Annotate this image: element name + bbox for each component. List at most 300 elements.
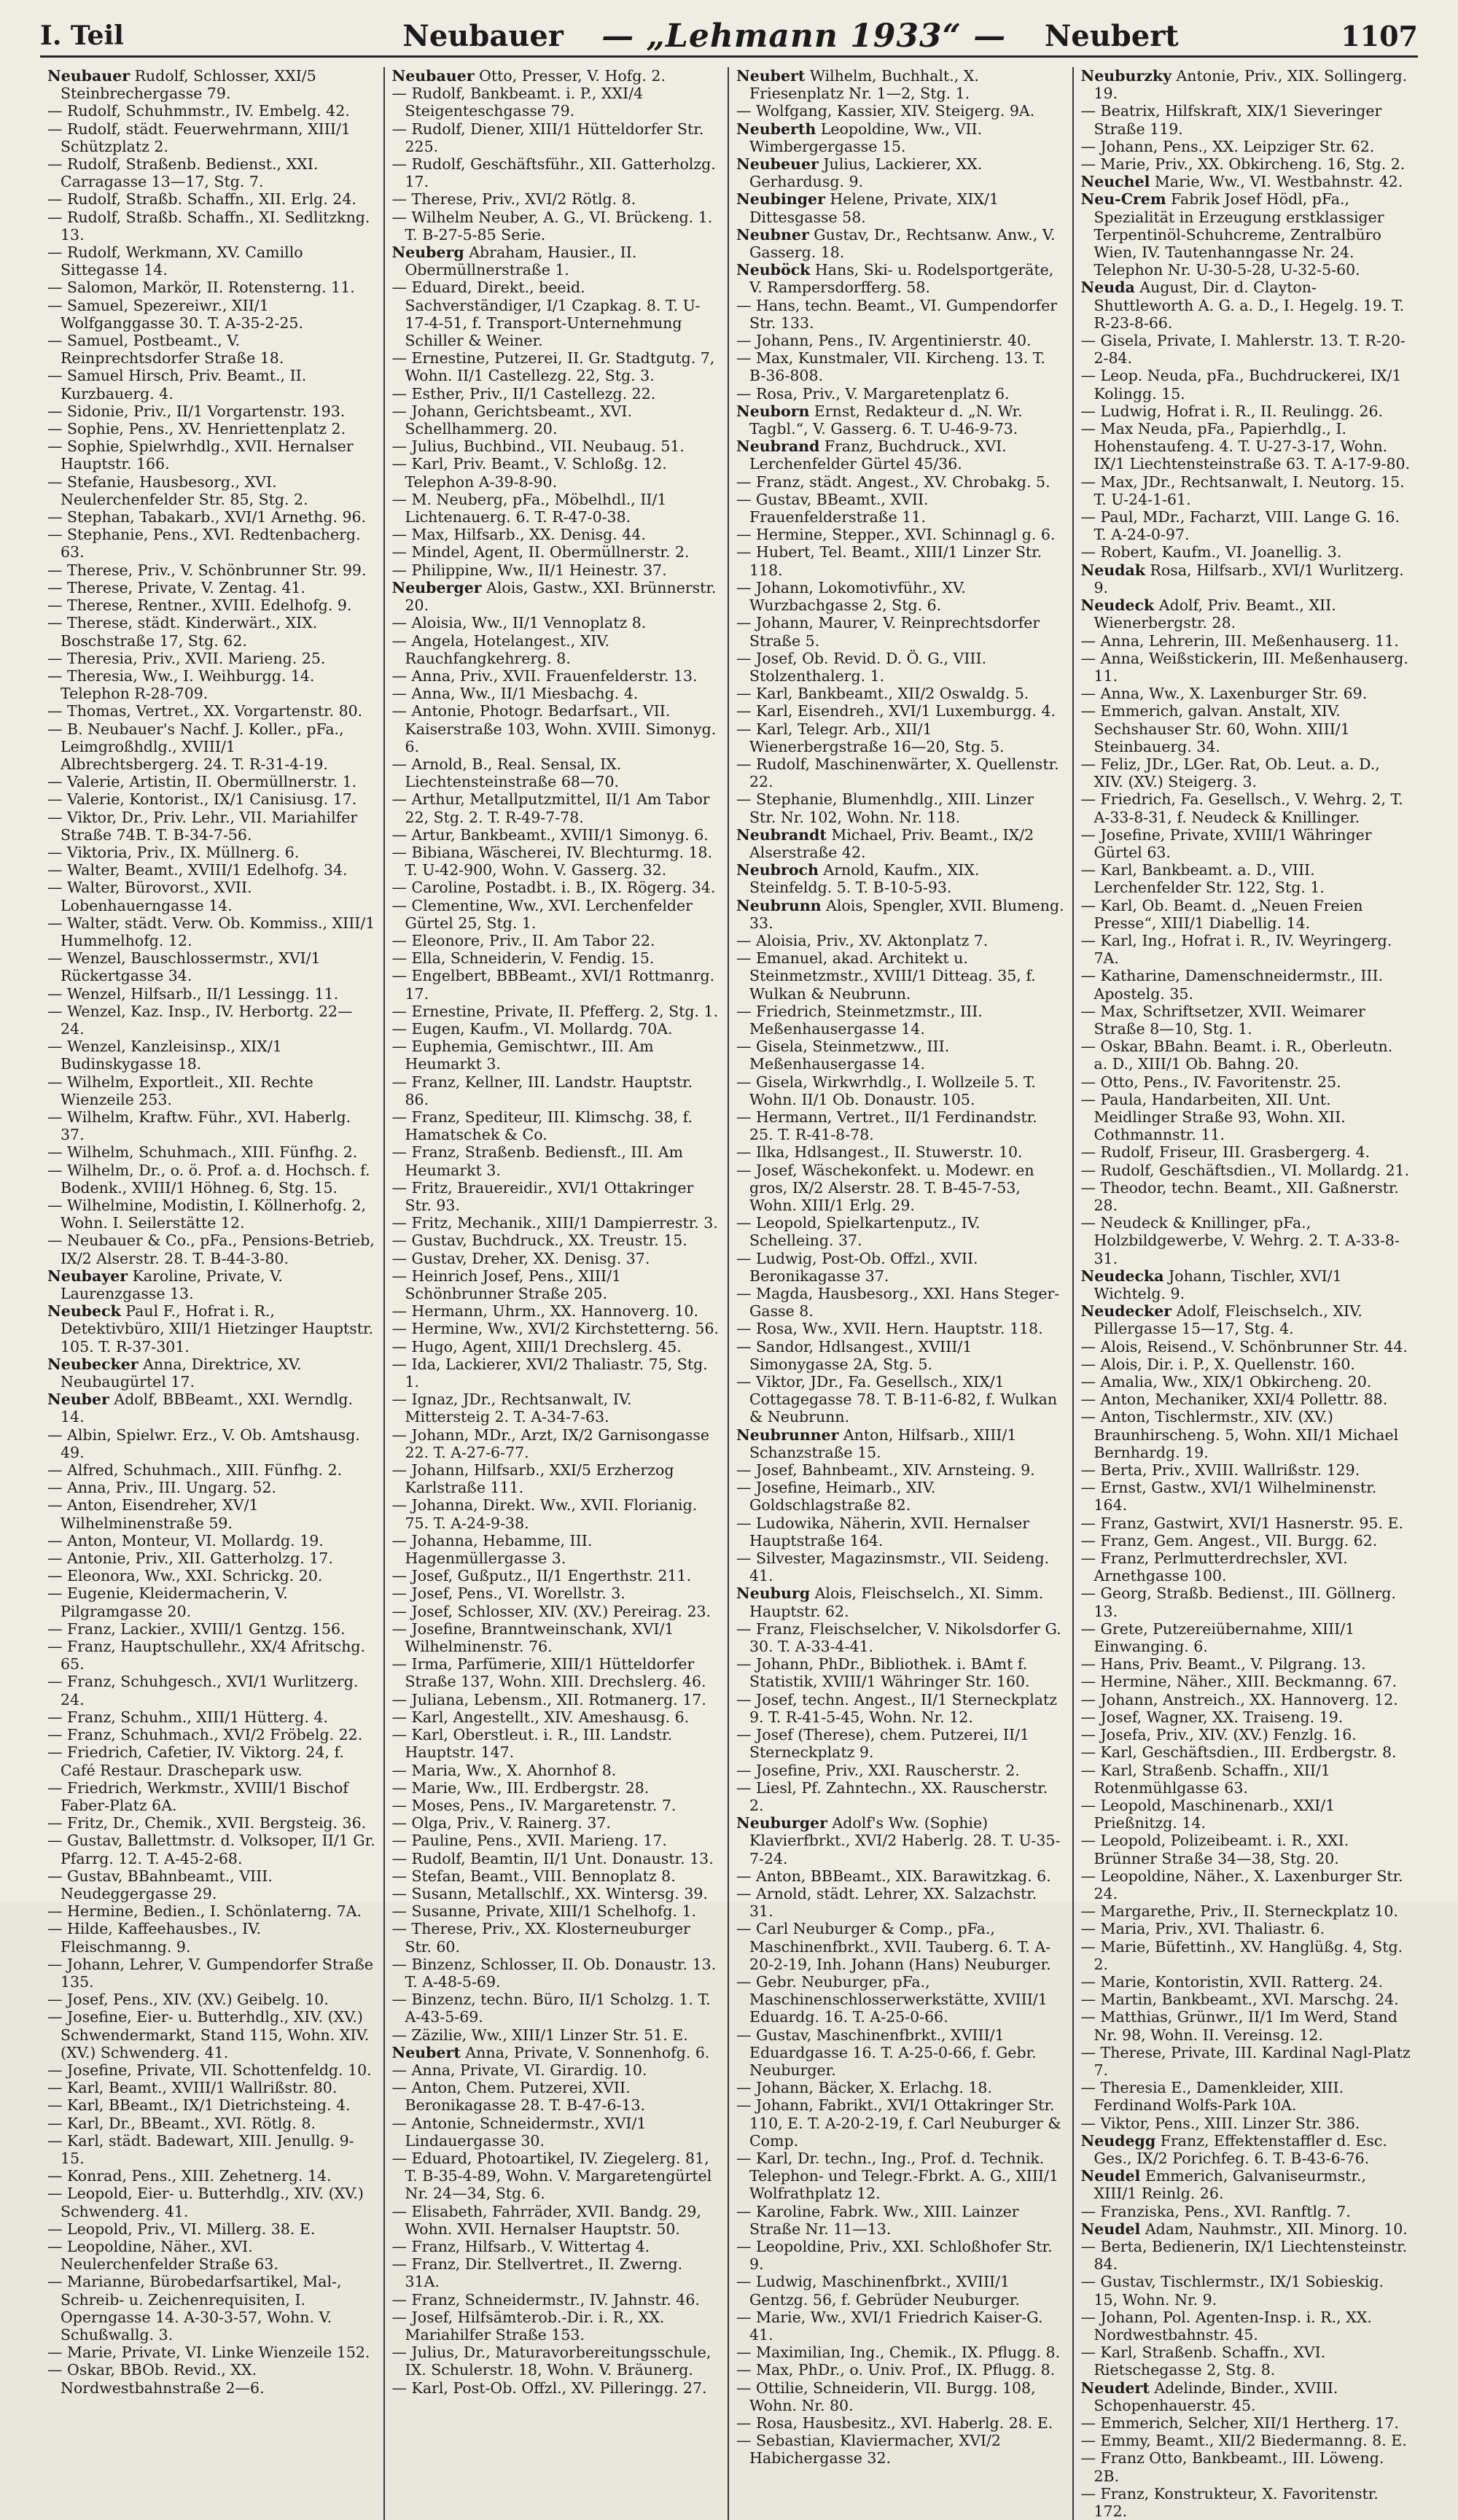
directory-entry: — Max, Kunstmaler, VII. Kircheng. 13. T. B-36-808. xyxy=(736,349,1045,385)
directory-entry: — Gustav, Ballettmstr. d. Volksoper, II/1 Gr. Pfarrg. 12. T. A-45-2-68. xyxy=(47,1832,375,1867)
directory-entry: — Rudolf, Straßb. Schaffn., XII. Erlg. 24. xyxy=(47,190,356,209)
directory-entry: — Leopoldine, Näher., XVI. Neulerchenfelder Straße 63. xyxy=(47,2237,278,2274)
directory-entry: — Anton, BBBeamt., XIX. Barawitzkag. 6. xyxy=(736,1867,1051,1885)
directory-entry: — Rosa, Priv., V. Margaretenplatz 6. xyxy=(736,384,1010,402)
directory-entry: — Rudolf, Geschäftsführ., XII. Gatterholzg. 17. xyxy=(391,155,716,191)
directory-entry: — Rudolf, Maschinenwärter, X. Quellenstr. 22. xyxy=(736,755,1059,791)
directory-entry: — Karl, BBeamt., IX/1 Dietrichsteing. 4. xyxy=(47,2096,351,2115)
directory-entry: — Viktoria, Priv., IX. Müllnerg. 6. xyxy=(47,843,300,861)
directory-entry: — Matthias, Grünwr., II/1 Im Werd, Stand Nr. 98, Wohn. II. Vereinsg. 12. xyxy=(1080,2008,1397,2044)
directory-entry: — Emmerich, Selcher, XII/1 Hertherg. 17. xyxy=(1080,2414,1399,2432)
directory-entry: — Silvester, Magazinsmstr., VII. Seideng. 41. xyxy=(736,1549,1050,1585)
directory-entry: — Karl, Eisendreh., XVI/1 Luxemburgg. 4. xyxy=(736,702,1056,720)
directory-entry: — Johann, Gerichtsbeamt., XVI. Schellhammerg. 20. xyxy=(391,402,632,438)
directory-entry: — Rudolf, Schuhmmstr., IV. Embelg. 42. xyxy=(47,102,350,120)
page-number: 1107 xyxy=(1341,19,1418,52)
directory-entry: — Karl, Geschäftsdien., III. Erdbergstr. 8. xyxy=(1080,1743,1397,1762)
directory-entry: — Franz Otto, Bankbeamt., III. Löweng. 2B. xyxy=(1080,2449,1384,2485)
directory-entry: — Ida, Lackierer, XVI/2 Thaliastr. 75, Stg. 1. xyxy=(391,1355,708,1391)
directory-entry: — Walter, Beamt., XVIII/1 Edelhofg. 34. xyxy=(47,861,348,879)
directory-entry: — Hermann, Uhrm., XX. Hannoverg. 10. xyxy=(391,1302,699,1321)
directory-entry: — Caroline, Postadbt. i. B., IX. Rögerg. 34. xyxy=(391,879,716,897)
directory-entry: — Anna, Ww., II/1 Miesbachg. 4. xyxy=(391,685,639,703)
directory-entry: — Theresia, Priv., XVII. Marieng. 25. xyxy=(47,649,326,667)
directory-entry: — Clementine, Ww., XVI. Lerchenfelder Gürtel 25, Stg. 1. xyxy=(391,896,693,932)
directory-entry: — Stefanie, Hausbesorg., XVI. Neulerchenfelder Str. 85, Stg. 2. xyxy=(47,472,308,508)
directory-entry: Neuchel Marie, Ww., VI. Westbahnstr. 42. xyxy=(1080,173,1403,191)
directory-entry: — Philippine, Ww., II/1 Heinestr. 37. xyxy=(391,561,667,579)
directory-entry: — Johann, Pol. Agenten-Insp. i. R., XX. Nordwestbahnstr. 45. xyxy=(1080,2308,1372,2344)
directory-entry: — Wenzel, Kanzleisinsp., XIX/1 Budinskygasse 18. xyxy=(47,1038,282,1073)
directory-entry: Neudegg Franz, Effektenstaffler d. Esc. Ges., IX/2 Porichfeg. 6. T. B-43-6-76. xyxy=(1080,2131,1387,2167)
directory-entry: — Angela, Hotelangest., XIV. Rauchfangkehrerg. 8. xyxy=(391,631,610,667)
directory-entry: — Karl, städt. Badewart, XIII. Jenullg. 9-15. xyxy=(47,2131,354,2167)
directory-entry: Neubecker Anna, Direktrice, XV. Neubaugürtel 17. xyxy=(47,1355,302,1391)
directory-entry: — Alois, Dir. i. P., X. Quellenstr. 160. xyxy=(1080,1355,1355,1373)
directory-entry: — Carl Neuburger & Comp., pFa., Maschinenfbrkt., XVII. Tauberg. 6. T. A-20-2-19, Inh. Johann (Hans) Neuburger. xyxy=(736,1920,1051,1973)
directory-entry: — Susann, Metallschlf., XX. Wintersg. 39. xyxy=(391,1884,708,1902)
directory-entry: — Leopold, Maschinenarb., XXI/1 Prießnitzg. 14. xyxy=(1080,1796,1336,1832)
directory-entry: — Walter, Bürovorst., XVII. Lobenhauerngasse 14. xyxy=(47,879,252,914)
directory-entry: — Hermann, Vertret., II/1 Ferdinandstr. 25. T. R-41-8-78. xyxy=(736,1108,1037,1144)
directory-entry: — Zäzilie, Ww., XIII/1 Linzer Str. 51. E. xyxy=(391,2026,688,2044)
directory-entry: — Stephan, Tabakarb., XVI/1 Arnethg. 96. xyxy=(47,508,367,526)
directory-entry: Neuborn Ernst, Redakteur d. „N. Wr. Tagbl.“, V. Gasserg. 6. T. U-46-9-73. xyxy=(736,402,1023,438)
directory-entry: — Karl, Beamt., XVIII/1 Wallrißstr. 80. xyxy=(47,2079,338,2097)
directory-entry: — Karl, Bankbeamt. a. D., VIII. Lerchenfelder Str. 122, Stg. 1. xyxy=(1080,861,1325,897)
directory-entry: — Franz, Schuhm., XIII/1 Hütterg. 4. xyxy=(47,1708,328,1726)
directory-entry: — Eugenie, Kleidermacherin, V. Pilgramgasse 20. xyxy=(47,1584,288,1620)
directory-entry: — Karl, Straßenb. Schaffn., XVI. Rietschegasse 2, Stg. 8. xyxy=(1080,2344,1326,2379)
directory-entry: — Karl, Oberstleut. i. R., III. Landstr. Hauptstr. 147. xyxy=(391,1726,673,1762)
directory-entry: — Gisela, Private, I. Mahlerstr. 13. T. R-20-2-84. xyxy=(1080,332,1406,368)
part-label: I. Teil xyxy=(40,20,124,51)
directory-entry: — Friedrich, Werkmstr., XVIII/1 Bischof Faber-Platz 6A. xyxy=(47,1778,348,1814)
directory-entry: — Johann, Pens., XX. Leipziger Str. 62. xyxy=(1080,137,1375,155)
directory-entry: — Karl, Priv. Beamt., V. Schloßg. 12. Telephon A-39-8-90. xyxy=(391,455,667,491)
directory-entry: — Grete, Putzereiübernahme, XIII/1 Einwanging. 6. xyxy=(1080,1619,1355,1656)
directory-entry: — Katharine, Damenschneidermstr., III. Apostelg. 35. xyxy=(1080,967,1384,1003)
directory-entry: Neudecker Adolf, Fleischselch., XIV. Pillergasse 15—17, Stg. 4. xyxy=(1080,1302,1363,1338)
column-3 xyxy=(729,67,1074,2520)
directory-entry: Neubeuer Julius, Lackierer, XX. Gerhardusg. 9. xyxy=(736,155,983,191)
directory-entry: — Thomas, Vertret., XX. Vorgartenstr. 80. xyxy=(47,702,363,720)
directory-entry: Neubrunner Anton, Hilfsarb., XIII/1 Schanzstraße 15. xyxy=(736,1426,1017,1461)
directory-entry: — Anna, Priv., III. Ungarg. 52. xyxy=(47,1479,277,1497)
directory-entry: — Franz, Spediteur, III. Klimschg. 38, f. Hamatschek & Co. xyxy=(391,1108,693,1144)
directory-entry: — Franz, Dir. Stellvertret., II. Zwerng. 31A. xyxy=(391,2255,683,2291)
directory-entry: — Mindel, Agent, II. Obermüllnerstr. 2. xyxy=(391,543,690,561)
directory-entry: — Josef, Gußputz., II/1 Engerthstr. 211. xyxy=(391,1567,692,1585)
directory-entry: — Ludowika, Näherin, XVII. Hernalser Hauptstraße 164. xyxy=(736,1514,1030,1549)
directory-entry: — Johanna, Hebamme, III. Hagenmüllergasse 3. xyxy=(391,1531,593,1568)
directory-entry: — Gustav, Maschinenfbrkt., XVIII/1 Eduardgasse 16. T. A-25-0-66, f. Gebr. Neuburger. xyxy=(736,2026,1037,2079)
directory-entry: — Ernestine, Putzerei, II. Gr. Stadtgutg. 7, Wohn. II/1 Castellezg. 22, Stg. 3. xyxy=(391,349,715,385)
directory-entry: — Antonie, Schneidermstr., XVI/1 Lindauergasse 30. xyxy=(391,2114,647,2150)
directory-entry: — Ludwig, Post-Ob. Offzl., XVII. Beronikagasse 37. xyxy=(736,1249,978,1285)
page-header xyxy=(40,16,1418,58)
directory-entry: — Johann, Fabrikt., XVI/1 Ottakringer Str. 110, E. T. A-20-2-19, f. Carl Neuburger & Comp. xyxy=(736,2096,1061,2150)
directory-entry: Neuböck Hans, Ski- u. Rodelsportgeräte, V. Rampersdorfferg. 58. xyxy=(736,261,1054,297)
directory-entry: — Ernst, Gastw., XVI/1 Wilhelminenstr. 164. xyxy=(1080,1479,1377,1514)
directory-entry: — Rudolf, Diener, XIII/1 Hütteldorfer Str. 225. xyxy=(391,120,704,155)
directory-entry: — Theresia E., Damenkleider, XIII. Ferdinand Wolfs-Park 10A. xyxy=(1080,2079,1344,2115)
directory-entry: — Anna, Private, VI. Girardig. 10. xyxy=(391,2061,647,2079)
directory-entry: Neubauer Rudolf, Schlosser, XXI/5 Steinbrechergasse 79. xyxy=(47,67,316,103)
directory-entry: — Susanne, Private, XIII/1 Schelhofg. 1. xyxy=(391,1902,697,1921)
directory-entry: — Heinrich Josef, Pens., XIII/1 Schönbrunner Straße 205. xyxy=(391,1267,622,1303)
directory-entry: — Karl, Dr., BBeamt., XVI. Rötlg. 8. xyxy=(47,2114,316,2132)
directory-entry: — Wilhelmine, Modistin, I. Köllnerhofg. 2, Wohn. I. Seilerstätte 12. xyxy=(47,1197,366,1232)
directory-entry: — Franz, Schuhmach., XVI/2 Fröbelg. 22. xyxy=(47,1726,363,1744)
directory-entry: — Franz, Hilfsarb., V. Wittertag 4. xyxy=(391,2237,650,2255)
directory-entry: — Rudolf, städt. Feuerwehrmann, XIII/1 Schützplatz 2. xyxy=(47,120,351,155)
directory-entry: — Ignaz, JDr., Rechtsanwalt, IV. Mittersteig 2. T. A-34-7-63. xyxy=(391,1391,632,1426)
directory-entry: — Stefan, Beamt., VIII. Bennoplatz 8. xyxy=(391,1867,676,1885)
directory-entry: — Anton, Chem. Putzerei, XVII. Beronikagasse 28. T. B-47-6-13. xyxy=(391,2079,646,2115)
directory-entry: — Valerie, Artistin, II. Obermüllnerstr. 1. xyxy=(47,773,357,791)
directory-entry: — Margarethe, Priv., II. Sterneckplatz 10. xyxy=(1080,1902,1398,1921)
directory-entry: — Karl, Dr. techn., Ing., Prof. d. Technik. Telephon- und Telegr.-Fbrkt. A. G., XIII/1 Wolfrathplatz 12. xyxy=(736,2149,1059,2203)
directory-entry: — Magda, Hausbesorg., XXI. Hans Steger-Gasse 8. xyxy=(736,1285,1060,1321)
directory-entry: — Fritz, Brauereidir., XVI/1 Ottakringer Str. 93. xyxy=(391,1178,694,1214)
directory-entry: — Karl, Ob. Beamt. d. „Neuen Freien Presse“, XIII/1 Diabellig. 14. xyxy=(1080,896,1363,932)
directory-entry: — Anton, Tischlermstr., XIV. (XV.) Braunhirscheng. 5, Wohn. XII/1 Michael Bernhardg. 19. xyxy=(1080,1408,1399,1461)
directory-entry: Neubauer Otto, Presser, V. Hofg. 2. xyxy=(391,67,666,85)
directory-entry: — Robert, Kaufm., VI. Joanellig. 3. xyxy=(1080,543,1342,561)
directory-entry: — Josef (Therese), chem. Putzerei, II/1 Sterneckplatz 9. xyxy=(736,1726,1030,1762)
directory-entry: — Karl, Angestellt., XIV. Ameshausg. 6. xyxy=(391,1708,690,1726)
directory-entry: — Johann, Anstreich., XX. Hannoverg. 12. xyxy=(1080,1690,1398,1708)
directory-entry: — Leopold, Polizeibeamt. i. R., XXI. Brünner Straße 34—38, Stg. 20. xyxy=(1080,1832,1349,1867)
directory-entry: — Euphemia, Gemischtwr., III. Am Heumarkt 3. xyxy=(391,1038,654,1073)
directory-entry: — Anna, Lehrerin, III. Meßenhauserg. 11. xyxy=(1080,631,1399,650)
directory-entry: — Valerie, Kontorist., IX/1 Canisiusg. 17. xyxy=(47,790,357,809)
directory-entry: — Aloisia, Ww., II/1 Vennoplatz 8. xyxy=(391,614,647,632)
column-2 xyxy=(385,67,730,2520)
directory-entry: — Anna, Priv., XVII. Frauenfelderstr. 13. xyxy=(391,666,698,685)
directory-entry: — Eleonore, Priv., II. Am Tabor 22. xyxy=(391,931,655,949)
directory-entry: Neuberth Leopoldine, Ww., VII. Wimbergergasse 15. xyxy=(736,120,983,155)
directory-entry: — Wolfgang, Kassier, XIV. Steigerg. 9A. xyxy=(736,102,1035,120)
directory-entry: — Rosa, Ww., XVII. Hern. Hauptstr. 118. xyxy=(736,1320,1043,1338)
directory-entry: — Wenzel, Hilfsarb., II/1 Lessingg. 11. xyxy=(47,984,339,1003)
directory-entry: — Maria, Priv., XVI. Thaliastr. 6. xyxy=(1080,1920,1325,1938)
directory-entry: — Juliana, Lebensm., XII. Rotmanerg. 17. xyxy=(391,1690,706,1708)
directory-entry: — Antonie, Photogr. Bedarfsart., VII. Kaiserstraße 103, Wohn. XVIII. Simonyg. 6. xyxy=(391,702,717,755)
directory-entry: — Hilde, Kaffeehausbes., IV. Fleischmanng. 9. xyxy=(47,1920,261,1956)
directory-entry: — M. Neuberg, pFa., Möbelhdl., II/1 Lichtenauerg. 6. T. R-47-0-38. xyxy=(391,490,667,526)
directory-entry: — Wilhelm, Dr., o. ö. Prof. a. d. Hochsch. f. Bodenk., XVIII/1 Höhneg. 6, Stg. 15. xyxy=(47,1161,370,1197)
directory-entry: — Hans, techn. Beamt., VI. Gumpendorfer Str. 133. xyxy=(736,296,1057,332)
directory-entry: — Maria, Ww., X. Ahornhof 8. xyxy=(391,1761,617,1779)
directory-entry: — Josefine, Private, XVIII/1 Währinger Gürtel 63. xyxy=(1080,825,1372,861)
directory-entry: Neu-Crem Fabrik Josef Hödl, pFa., Spezialität in Erzeugung erstklassiger Terpentinöl-Schuhcreme, Zentralbüro Wien, IV. Tautenhanngasse Nr. 24. Telephon Nr. U-30-5-28, U-32-5-60. xyxy=(1080,190,1384,279)
directory-entry: Neubrandt Michael, Priv. Beamt., IX/2 Alserstraße 42. xyxy=(736,825,1034,861)
directory-entry: — Binzenz, techn. Büro, II/1 Scholzg. 1. T. A-43-5-69. xyxy=(391,1991,711,2026)
directory-entry: — Ella, Schneiderin, V. Fendig. 15. xyxy=(391,949,655,968)
directory-entry: — Max, PhDr., o. Univ. Prof., IX. Pflugg. 8. xyxy=(736,2361,1056,2379)
directory-entry: — Franz, Lackier., XVIII/1 Gentzg. 156. xyxy=(47,1619,346,1638)
directory-entry: — Franz, städt. Angest., XV. Chrobakg. 5. xyxy=(736,472,1050,491)
directory-entry: — Josef, techn. Angest., II/1 Sterneckplatz 9. T. R-41-5-45, Wohn. Nr. 12. xyxy=(736,1690,1058,1726)
directory-entry: Neudel Emmerich, Galvaniseurmstr., XIII/1 Reinlg. 26. xyxy=(1080,2167,1367,2203)
directory-entry: — Emmy, Beamt., XII/2 Biedermanng. 8. E. xyxy=(1080,2432,1407,2450)
directory-entry: — Therese, städt. Kinderwärt., XIX. Boschstraße 17, Stg. 62. xyxy=(47,614,318,650)
directory-columns xyxy=(40,67,1418,2520)
directory-entry: — Karl, Telegr. Arb., XII/1 Wienerbergstraße 16—20, Stg. 5. xyxy=(736,720,1005,755)
directory-entry: — Martin, Bankbeamt., XVI. Marschg. 24. xyxy=(1080,1991,1399,2009)
directory-entry: — Julius, Buchbind., VII. Neubaug. 51. xyxy=(391,438,685,456)
directory-entry: — Neudeck & Knillinger, pFa., Holzbildgewerbe, V. Wehrg. 2. T. A-33-8-31. xyxy=(1080,1214,1400,1267)
directory-entry: — Leopold, Spielkartenputz., IV. Schelleing. 37. xyxy=(736,1214,981,1250)
directory-entry: Neudert Adelinde, Binder., XVIII. Schopenhauerstr. 45. xyxy=(1080,2379,1338,2414)
directory-entry: — Sebastian, Klaviermacher, XVI/2 Habichergasse 32. xyxy=(736,2432,1001,2468)
directory-entry: — Johanna, Direkt. Ww., XVII. Florianig. 75. T. A-24-9-38. xyxy=(391,1496,698,1532)
directory-entry: — Josef, Pens., XIV. (XV.) Geibelg. 10. xyxy=(47,1991,329,2009)
directory-entry: — Ilka, Hdlsangest., II. Stuwerstr. 10. xyxy=(736,1143,1023,1162)
directory-entry: — Anton, Monteur, VI. Mollardg. 19. xyxy=(47,1531,324,1549)
directory-entry: — Franz, Konstrukteur, X. Favoritenstr. 172. xyxy=(1080,2484,1379,2520)
directory-entry: — Walter, städt. Verw. Ob. Kommiss., XIII/1 Hummelhofg. 12. xyxy=(47,914,375,949)
directory-entry: — Johann, Pens., IV. Argentinierstr. 40. xyxy=(736,332,1032,350)
directory-entry: — Franz, Schuhgesch., XVI/1 Wurlitzerg. 24. xyxy=(47,1673,359,1708)
directory-entry: — Hermine, Bedien., I. Schönlaterng. 7A. xyxy=(47,1902,362,1921)
directory-entry: — Paul, MDr., Facharzt, VIII. Lange G. 16. T. A-24-0-97. xyxy=(1080,508,1400,544)
directory-entry: — Berta, Bedienerin, IX/1 Liechtensteinstr. 84. xyxy=(1080,2237,1408,2274)
directory-entry: — Moses, Pens., IV. Margaretenstr. 7. xyxy=(391,1796,677,1814)
directory-entry: — Eduard, Photoartikel, IV. Ziegelerg. 81, T. B-35-4-89, Wohn. V. Margaretengürtel Nr. 24—34, Stg. 6. xyxy=(391,2149,712,2203)
directory-entry: — Josef, Schlosser, XIV. (XV.) Pereirag. 23. xyxy=(391,1602,712,1620)
directory-entry: — Paula, Handarbeiten, XII. Unt. Meidlinger Straße 93, Wohn. XII. Cothmannstr. 11. xyxy=(1080,1090,1346,1144)
directory-entry: — Elisabeth, Fahrräder, XVII. Bandg. 29, Wohn. XVII. Hernalser Hauptstr. 50. xyxy=(391,2202,701,2238)
directory-entry: — Emmerich, galvan. Anstalt, XIV. Sechshauser Str. 60, Wohn. XIII/1 Steinbauerg. 34. xyxy=(1080,702,1350,755)
directory-entry: — B. Neubauer's Nachf. J. Koller., pFa., Leimgroßhdlg., XVIII/1 Albrechtsbergerg. 24. T. R-31-4-19. xyxy=(47,720,344,773)
directory-entry: — Josefine, Branntweinschank, XVI/1 Wilhelminenstr. 76. xyxy=(391,1619,674,1656)
directory-entry: Neubrand Franz, Buchdruck., XVI. Lerchenfelder Gürtel 45/36. xyxy=(736,438,1007,473)
directory-entry: — Anton, Eisendreher, XV/1 Wilhelminenstraße 59. xyxy=(47,1496,259,1532)
directory-entry: Neuberger Alois, Gastw., XXI. Brünnerstr. 20. xyxy=(391,578,717,615)
directory-entry: — Gustav, Tischlermstr., IX/1 Sobieskig. 15, Wohn. Nr. 9. xyxy=(1080,2273,1384,2309)
directory-entry: Neubert Wilhelm, Buchhalt., X. Friesenplatz Nr. 1—2, Stg. 1. xyxy=(736,67,979,103)
directory-entry: — Franz, Fleischselcher, V. Nikolsdorfer G. 30. T. A-33-4-41. xyxy=(736,1619,1061,1656)
directory-entry: Neudeck Adolf, Priv. Beamt., XII. Wienerbergstr. 28. xyxy=(1080,596,1336,632)
directory-entry: — Wilhelm, Schuhmach., XIII. Fünfhg. 2. xyxy=(47,1143,358,1162)
directory-entry: — Leop. Neuda, pFa., Buchdruckerei, IX/1 Kolingg. 15. xyxy=(1080,367,1402,402)
directory-entry: — Josefine, Eier- u. Butterhdlg., XIV. (XV.) Schwendermarkt, Stand 115, Wohn. XIV. (XV.) Schwenderg. 41. xyxy=(47,2008,370,2061)
directory-entry: — Leopoldine, Priv., XXI. Schloßhofer Str. 9. xyxy=(736,2237,1053,2274)
directory-entry: — Hermine, Ww., XVI/2 Kirchstetterng. 56. xyxy=(391,1320,719,1338)
directory-entry: — Johann, Lehrer, V. Gumpendorfer Straße 135. xyxy=(47,1955,374,1991)
directory-entry: — Gustav, BBahnbeamt., VIII. Neudeggergasse 29. xyxy=(47,1867,273,1902)
directory-entry: — Antonie, Priv., XII. Gatterholzg. 17. xyxy=(47,1549,333,1568)
directory-entry: — Alois, Reisend., V. Schönbrunner Str. 44. xyxy=(1080,1337,1408,1356)
directory-entry: — Gustav, Buchdruck., XX. Treustr. 15. xyxy=(391,1232,687,1250)
directory-entry: Neubinger Helene, Private, XIX/1 Dittesgasse 58. xyxy=(736,190,999,226)
column-4 xyxy=(1074,67,1419,2520)
directory-entry: — Max, Hilfsarb., XX. Denisg. 44. xyxy=(391,526,646,544)
directory-entry: — Rosa, Hausbesitz., XVI. Haberlg. 28. E. xyxy=(736,2414,1053,2432)
directory-entry: — Albin, Spielwr. Erz., V. Ob. Amtshausg. 49. xyxy=(47,1426,360,1461)
directory-entry: — Wenzel, Bauschlossermstr., XVI/1 Rückertgasse 34. xyxy=(47,949,321,985)
directory-entry: — Emanuel, akad. Architekt u. Steinmetzmstr., XVIII/1 Ditteag. 35, f. Wulkan & Neubrunn. xyxy=(736,949,1036,1003)
directory-entry: — Artur, Bankbeamt., XVIII/1 Simonyg. 6. xyxy=(391,825,709,844)
directory-entry: — Josef, Ob. Revid. D. Ö. G., VIII. Stolzenthalerg. 1. xyxy=(736,649,987,685)
directory-entry: — Franz, Straßenb. Bediensft., III. Am Heumarkt 3. xyxy=(391,1143,683,1179)
directory-entry: — Rudolf, Straßenb. Bedienst., XXI. Carragasse 13—17, Stg. 7. xyxy=(47,155,319,191)
directory-entry: — Franziska, Pens., XVI. Ranftlg. 7. xyxy=(1080,2202,1351,2220)
directory-entry: Neubrunn Alois, Spengler, XVII. Blumeng. 33. xyxy=(736,896,1064,932)
directory-entry: — Franz, Kellner, III. Landstr. Hauptstr. 86. xyxy=(391,1073,693,1108)
directory-entry: Neubeck Paul F., Hofrat i. R., Detektivbüro, XIII/1 Hietzinger Hauptstr. 105. T. R-37-301. xyxy=(47,1302,374,1356)
directory-entry: — Josefine, Priv., XXI. Rauscherstr. 2. xyxy=(736,1761,1020,1779)
directory-entry: — Berta, Priv., XVIII. Wallrißstr. 129. xyxy=(1080,1461,1360,1479)
directory-entry: — Friedrich, Steinmetzmstr., III. Meßenhausergasse 14. xyxy=(736,1002,983,1038)
directory-entry: — Josefine, Private, VII. Schottenfeldg. 10. xyxy=(47,2061,372,2079)
directory-entry: — Rudolf, Bankbeamt. i. P., XXI/4 Steigenteschgasse 79. xyxy=(391,85,644,120)
directory-entry: — Friedrich, Cafetier, IV. Viktorg. 24, f. Café Restaur. Draschepark usw. xyxy=(47,1743,344,1779)
directory-entry: — Salomon, Markör, II. Rotensterng. 11. xyxy=(47,279,355,297)
directory-entry: — Julius, Dr., Maturavorbereitungsschule, IX. Schulerstr. 18, Wohn. V. Bräunerg. xyxy=(391,2344,712,2379)
directory-entry: — Esther, Priv., II/1 Castellezg. 22. xyxy=(391,384,656,402)
directory-entry: — Oskar, BBahn. Beamt. i. R., Oberleutn. a. D., XIII/1 Ob. Bahng. 20. xyxy=(1080,1038,1393,1073)
directory-entry: — Rudolf, Friseur, III. Grasbergerg. 4. xyxy=(1080,1143,1371,1162)
directory-entry: — Josef, Wäschekonfekt. u. Modewr. en gros, IX/2 Alserstr. 28. T. B-45-7-53, Wohn. XIII/1 Erlg. 29. xyxy=(736,1161,1034,1214)
directory-entry: — Hubert, Tel. Beamt., XIII/1 Linzer Str. 118. xyxy=(736,543,1042,579)
directory-entry: — Stephanie, Blumenhdlg., XIII. Linzer Str. Nr. 102, Wohn. Nr. 118. xyxy=(736,790,1034,826)
directory-entry: — Rudolf, Beamtin, II/1 Unt. Donaustr. 13. xyxy=(391,1849,714,1867)
directory-entry: — Rudolf, Straßb. Schaffn., XI. Sedlitzkng. 13. xyxy=(47,208,370,244)
directory-entry: — Karl, Ing., Hofrat i. R., IV. Weyringerg. 7A. xyxy=(1080,931,1392,968)
directory-entry: — Rudolf, Werkmann, XV. Camillo Sittegasse 14. xyxy=(47,244,303,279)
directory-entry: — Liesl, Pf. Zahntechn., XX. Rauscherstr. 2. xyxy=(736,1778,1048,1814)
directory-entry: — Engelbert, BBBeamt., XVI/1 Rottmanrg. 17. xyxy=(391,967,715,1003)
directory-entry: — Marie, Büfettinh., XV. Hanglüßg. 4, Stg. 2. xyxy=(1080,1937,1403,1973)
directory-entry: — Friedrich, Fa. Gesellsch., V. Wehrg. 2, T. A-33-8-31, f. Neudeck & Knillinger. xyxy=(1080,790,1403,826)
directory-entry: — Franz, Perlmutterdrechsler, XVI. Arnethgasse 100. xyxy=(1080,1549,1348,1585)
directory-entry: — Marie, Private, VI. Linke Wienzeile 152. xyxy=(47,2344,370,2362)
directory-entry: Neuburger Adolf's Ww. (Sophie) Klavierfbrkt., XVI/2 Haberlg. 28. T. U-35-7-24. xyxy=(736,1814,1061,1867)
directory-entry: — Josef, Hilfsämterob.-Dir. i. R., XX. Mariahilfer Straße 153. xyxy=(391,2308,665,2344)
directory-entry: — Leopold, Priv., VI. Millerg. 38. E. xyxy=(47,2220,316,2238)
directory-entry: — Gisela, Steinmetzww., III. Meßenhausergasse 14. xyxy=(736,1038,950,1073)
directory-entry: — Sophie, Spielwrhdlg., XVII. Hernalser Hauptstr. 166. xyxy=(47,438,354,473)
directory-entry: — Olga, Priv., V. Rainerg. 37. xyxy=(391,1814,611,1832)
directory-entry: — Viktor, Pens., XIII. Linzer Str. 386. xyxy=(1080,2114,1360,2132)
directory-entry: — Sophie, Pens., XV. Henriettenplatz 2. xyxy=(47,420,346,438)
header-first-name: Neubauer xyxy=(402,18,564,53)
column-1 xyxy=(40,67,385,2520)
directory-entry: — Franz, Gastwirt, XVI/1 Hasnerstr. 95. E. xyxy=(1080,1514,1403,1532)
directory-entry: — Theresia, Ww., I. Weihburgg. 14. Telephon R-28-709. xyxy=(47,666,315,703)
directory-entry: — Therese, Private, III. Kardinal Nagl-Platz 7. xyxy=(1080,2043,1411,2079)
directory-entry: — Karl, Post-Ob. Offzl., XV. Pilleringg. 27. xyxy=(391,2379,707,2397)
directory-entry: — Therese, Priv., XX. Klosterneuburger Str. 60. xyxy=(391,1920,690,1956)
directory-entry: — Gustav, Dreher, XX. Denisg. 37. xyxy=(391,1249,650,1267)
directory-entry: — Wilhelm, Kraftw. Führ., XVI. Haberlg. 37. xyxy=(47,1108,351,1144)
directory-entry: — Max, JDr., Rechtsanwalt, I. Neutorg. 15. T. U-24-1-61. xyxy=(1080,472,1405,508)
directory-entry: — Gustav, BBeamt., XVII. Frauenfelderstraße 11. xyxy=(736,490,929,526)
directory-entry: — Max, Schriftsetzer, XVII. Weimarer Straße 8—10, Stg. 1. xyxy=(1080,1002,1365,1038)
directory-entry: — Viktor, JDr., Fa. Gesellsch., XIX/1 Cottagegasse 78. T. B-11-6-82, f. Wulkan & Neubrunn. xyxy=(736,1373,1058,1426)
directory-entry: — Samuel, Spezereiwr., XII/1 Wolfganggasse 30. T. A-35-2-25. xyxy=(47,296,303,332)
directory-entry: Neuda August, Dir. d. Clayton-Shuttleworth A. G. a. D., I. Hegelg. 19. T. R-23-8-66. xyxy=(1080,279,1405,332)
directory-entry: — Karl, Bankbeamt., XII/2 Oswaldg. 5. xyxy=(736,685,1029,703)
directory-entry: — Bibiana, Wäscherei, IV. Blechturmg. 18. T. U-42-900, Wohn. V. Gasserg. 32. xyxy=(391,843,713,879)
directory-entry: — Otto, Pens., IV. Favoritenstr. 25. xyxy=(1080,1073,1341,1091)
directory-entry: — Josefine, Heimarb., XIV. Goldschlagstraße 82. xyxy=(736,1479,936,1514)
directory-entry: — Ottilie, Schneiderin, VII. Burgg. 108, Wohn. Nr. 80. xyxy=(736,2379,1036,2414)
directory-entry: — Leopold, Eier- u. Butterhdlg., XIV. (XV.) Schwenderg. 41. xyxy=(47,2185,364,2220)
directory-entry: Neubert Anna, Private, V. Sonnenhofg. 6. xyxy=(391,2043,710,2061)
directory-entry: — Gisela, Wirkwrhdlg., I. Wollzeile 5. T. Wohn. II/1 Ob. Donaustr. 105. xyxy=(736,1073,1037,1108)
directory-entry: — Eduard, Direkt., beeid. Sachverständiger, I/1 Czapkag. 8. T. U-17-4-51, f. Transport-Unternehmung Schiller & Weiner. xyxy=(391,279,701,350)
directory-entry: — Max Neuda, pFa., Papierhdlg., I. Hohenstaufeng. 4. T. U-27-3-17, Wohn. IX/1 Liechtensteinstraße 63. T. A-17-9-80. xyxy=(1080,420,1411,473)
directory-entry: — Therese, Rentner., XVIII. Edelhofg. 9. xyxy=(47,596,352,615)
directory-entry: — Arnold, städt. Lehrer, XX. Salzachstr. 31. xyxy=(736,1884,1037,1921)
directory-entry: — Hugo, Agent, XIII/1 Drechslerg. 45. xyxy=(391,1337,682,1356)
directory-entry: — Aloisia, Priv., XV. Aktonplatz 7. xyxy=(736,931,989,949)
directory-entry: — Marie, Ww., III. Erdbergstr. 28. xyxy=(391,1778,650,1797)
directory-entry: — Karl, Straßenb. Schaffn., XII/1 Rotenmühlgasse 63. xyxy=(1080,1761,1330,1797)
directory-entry: — Ludwig, Maschinenfbrkt., XVIII/1 Gentzg. 56, f. Gebrüder Neuburger. xyxy=(736,2273,1020,2309)
directory-entry: — Ernestine, Private, II. Pfefferg. 2, Stg. 1. xyxy=(391,1002,719,1020)
directory-entry: — Anna, Weißstickerin, III. Meßenhauserg. 11. xyxy=(1080,649,1408,685)
directory-entry: — Stephanie, Pens., XVI. Redtenbacherg. 63. xyxy=(47,526,361,561)
directory-entry: — Johann, PhDr., Bibliothek. i. BAmt f. Statistik, XVIII/1 Währinger Str. 160. xyxy=(736,1655,1030,1691)
directory-entry: — Rudolf, Geschäftsdien., VI. Mollardg. 21. xyxy=(1080,1161,1410,1179)
directory-entry: — Johann, Hilfsarb., XXI/5 Erzherzog Karlstraße 111. xyxy=(391,1461,674,1497)
directory-entry: — Anton, Mechaniker, XXI/4 Pollettr. 88. xyxy=(1080,1391,1388,1409)
directory-entry: — Karoline, Fabrk. Ww., XIII. Lainzer Straße Nr. 11—13. xyxy=(736,2202,1019,2238)
directory-entry: — Neubauer & Co., pFa., Pensions-Betrieb, IX/2 Alserstr. 28. T. B-44-3-80. xyxy=(47,1232,375,1267)
directory-entry: — Anna, Ww., X. Laxenburger Str. 69. xyxy=(1080,685,1368,703)
directory-entry: — Pauline, Pens., XVII. Marieng. 17. xyxy=(391,1832,667,1850)
directory-entry: — Sandor, Hdlsangest., XVIII/1 Simonygasse 2A, Stg. 5. xyxy=(736,1337,972,1373)
directory-entry: — Theodor, techn. Beamt., XII. Gaßnerstr. 28. xyxy=(1080,1178,1399,1214)
directory-entry: — Josef, Bahnbeamt., XIV. Arnsteing. 9. xyxy=(736,1461,1035,1479)
directory-entry: — Johann, Maurer, V. Reinprechtsdorfer Straße 5. xyxy=(736,614,1040,650)
directory-entry: — Marie, Ww., XVI/1 Friedrich Kaiser-G. 41. xyxy=(736,2308,1043,2344)
directory-entry: — Feliz, JDr., LGer. Rat, Ob. Leut. a. D., XIV. (XV.) Steigerg. 3. xyxy=(1080,755,1380,791)
directory-entry: — Franz, Hauptschullehr., XX/4 Afritschg. 65. xyxy=(47,1638,366,1673)
directory-entry: — Fritz, Dr., Chemik., XVII. Bergsteig. 36. xyxy=(47,1814,367,1832)
directory-entry: — Josefa, Priv., XIV. (XV.) Fenzlg. 16. xyxy=(1080,1726,1357,1744)
directory-entry: Neubroch Arnold, Kaufm., XIX. Steinfeldg. 5. T. B-10-5-93. xyxy=(736,861,980,897)
directory-entry: Neudecka Johann, Tischler, XVI/1 Wichtelg. 9. xyxy=(1080,1267,1342,1303)
directory-entry: — Franz, Schneidermstr., IV. Jahnstr. 46. xyxy=(391,2290,700,2309)
directory-entry: — Eugen, Kaufm., VI. Mollardg. 70A. xyxy=(391,1019,673,1038)
directory-title: — „Lehmann 1933“ — xyxy=(601,17,1007,55)
directory-entry: Neudak Rosa, Hilfsarb., XVI/1 Wurlitzerg. 9. xyxy=(1080,561,1404,596)
directory-entry: Neubner Gustav, Dr., Rechtsanw. Anw., V. Gasserg. 18. xyxy=(736,225,1056,262)
directory-entry: — Hans, Priv. Beamt., V. Pilgrang. 13. xyxy=(1080,1655,1366,1673)
directory-entry: — Beatrix, Hilfskraft, XIX/1 Sieveringer Straße 119. xyxy=(1080,102,1382,138)
directory-entry: — Binzenz, Schlosser, II. Ob. Donaustr. 13. T. A-48-5-69. xyxy=(391,1955,717,1991)
directory-entry: Neudel Adam, Nauhmstr., XII. Minorg. 10. xyxy=(1080,2220,1408,2238)
directory-entry: — Johann, Bäcker, X. Erlachg. 18. xyxy=(736,2079,992,2097)
header-last-name: Neubert xyxy=(1044,18,1179,53)
directory-entry: — Johann, Lokomotivführ., XV. Wurzbachgasse 2, Stg. 6. xyxy=(736,578,966,615)
directory-entry: — Hermine, Näher., XIII. Beckmanng. 67. xyxy=(1080,1673,1397,1691)
directory-entry: Neuber Adolf, BBBeamt., XXI. Werndlg. 14. xyxy=(47,1391,354,1426)
directory-entry: — Irma, Parfümerie, XIII/1 Hütteldorfer Straße 137, Wohn. XIII. Drechslerg. 46. xyxy=(391,1655,706,1691)
directory-entry: — Josef, Pens., VI. Worellstr. 3. xyxy=(391,1584,625,1603)
directory-entry: — Gebr. Neuburger, pFa., Maschinenschlosserwerkstätte, XVIII/1 Eduardg. 16. T. A-25-0-66. xyxy=(736,1972,1048,2026)
directory-entry: — Marianne, Bürobedarfsartikel, Mal-, Schreib- u. Zeichenrequisiten, I. Operngasse 14. A-30-3-57, Wohn. V. Schußwallg. 3. xyxy=(47,2273,342,2344)
directory-entry: — Wilhelm, Exportleit., XII. Rechte Wienzeile 253. xyxy=(47,1073,313,1108)
directory-entry: — Marie, Kontoristin, XVII. Ratterg. 24. xyxy=(1080,1972,1383,1991)
